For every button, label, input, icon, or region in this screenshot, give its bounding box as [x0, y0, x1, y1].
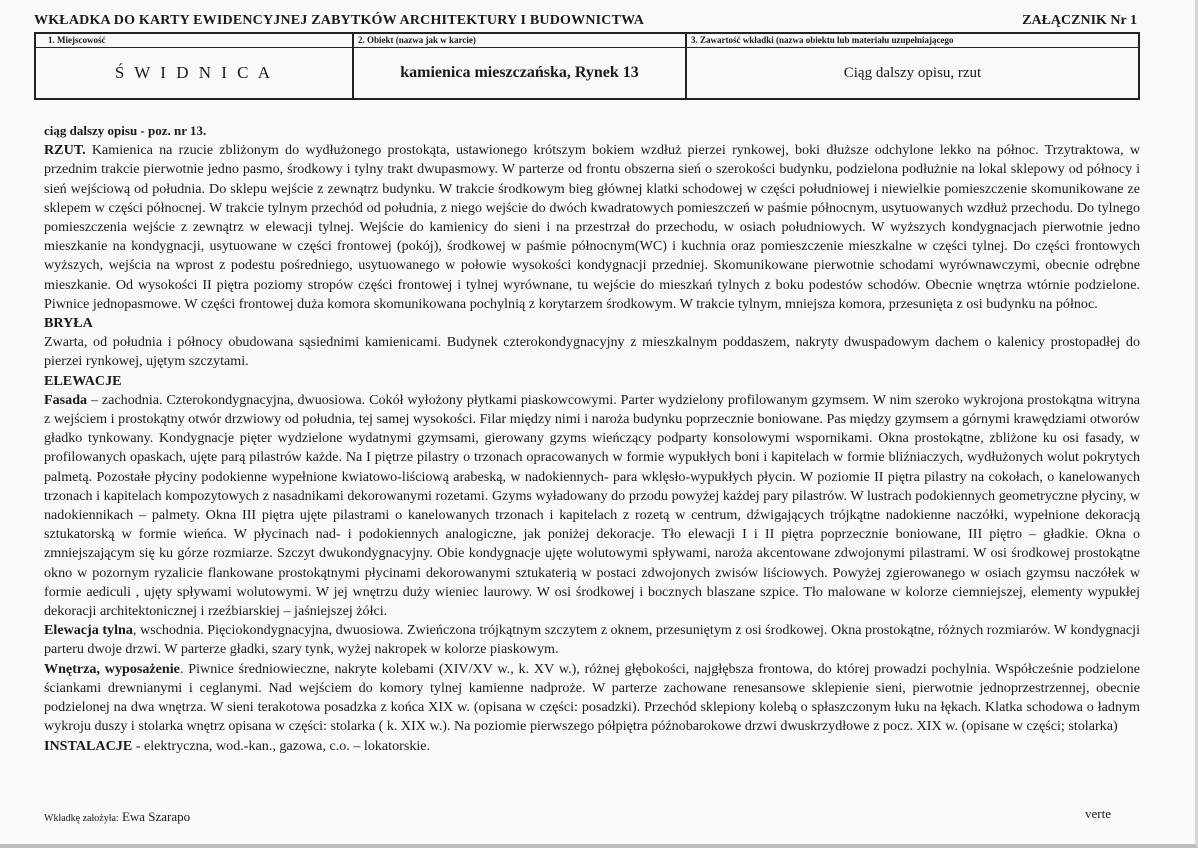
verte-note: verte [1085, 806, 1111, 821]
object-value: kamienica mieszczańska, Rynek 13 [400, 64, 639, 81]
instalacje-heading: INSTALACJE [44, 737, 133, 754]
description-body [44, 121, 1140, 756]
bryla-heading: BRYŁA [44, 315, 93, 332]
content-value: Ciąg dalszy opisu, rzut [843, 64, 982, 81]
fasada-label: Fasada [44, 391, 88, 408]
wnetrza-label: Wnętrza, wyposażenie [44, 660, 180, 677]
author-line [44, 809, 190, 825]
content-cell [687, 34, 1138, 98]
author-name: Ewa Szarapo [121, 809, 191, 824]
instalacje-text: - elektryczna, wod.-kan., gazowa, c.o. – lokatorskie. [132, 737, 431, 754]
section-wnetrza [44, 660, 1140, 737]
wnetrza-text: . Piwnice średniowieczne, nakryte kolebami (XIV/XV w., k. XV w.), różnej głębokości, najgłębsza frontowa, do której prowadzi pochylnia. Współcześnie podzielone ściankami drewnianymi i ceglanymi. Nad wejściem do komory tylnej kamienne nadproże. W parterze zachowane renesansowe sklepienie sieni, pierwotnie jednoprzestrzennej, obecnie podzielonej na dwa wnętrza. W sieni terakotowa posadzka z końca XIX w. (opisana w części: posadzki). Przechód sklepiony kolebą o spłaszczonym łuku na łękach. Klatka schodowa o ładnym wykroju duszy i stolarka wnętrz opisana w części: stolarka ( k. XIX w.). Na poziomie pierwszego półpiętra późnobarokowe drzwi dwuskrzydłowe z pocz. XIX w. (opisane w części; stolarka) [44, 660, 1141, 735]
section-instalacje [44, 737, 1140, 756]
rzut-text: Kamienica na rzucie zbliżonym do wydłużonego prostokąta, ustawionego krótszym bokiem wzdłuż pierzei rynkowej, boki dłuższe odchylone lekko na północ. Trzytraktowa, w przednim trakcie pierwotnie jedno pasmo, środkowy i tylny trakt dwupasmowy. W parterze od frontu obszerna sień o szerokości budynku, podzielona podłużnie na lokal sklepowy od północy i sień wejściową od południa. Do sklepu wejście z zewnątrz budynku. W trakcie środkowym bieg głównej klatki schodowej w części południowej i niewielkie pomieszczenie skomunikowane ze sklepem w części północnej. W trakcie tylnym przechód od południa, z niego wejście do dwóch kwadratowych pomieszczeń w paśmie północnym, usytuowanych wzdłuż przechodu. Do tylnego pomieszczenia wejście z zewnątrz w elewacji tylnej. Wejście do kamienicy do sieni i na przestrzał do przechodu, w osiach południowych. W wyższych kondygnacjach pierwotnie jedno mieszkanie na kondygnacji, usytuowane w części frontowej (pokój), środkowej w paśmie północnym(WC) i kuchnia oraz pomieszczenie mieszkalne w części tylnej. Do części frontowych wyższych, wejścia na wprost z podestu pośredniego, usytuowanego w połowie wysokości kondygnacji przedniej. Skomunikowane pierwotnie schodami wyrównawczymi, obecnie odrębne mieszkanie. Od wysokości II piętra poziomy stropów części frontowej i tylnej wyrównane, tu wejście do mieszkań tylnych z boku podestów schodów. Obecnie wnętrza wtórnie podzielone. Piwnice jednopasmowe. W części frontowej duża komora skomunikowana pochylnią z korytarzem środkowym. W trakcie tylnym, mniejsza komora, przesunięta z osi budynku na północ. [44, 142, 1140, 312]
header-table [34, 32, 1140, 100]
continued-note: ciąg dalszy opisu - poz. nr 13. [44, 123, 207, 138]
section-rzut [44, 141, 1140, 314]
elewacja-tylna-text: , wschodnia. Pięciokondygnacyjna, dwuosiowa. Zwieńczona trójkątnym szczytem z oknem, przesuniętym z osi środkowej. Okna prostokątne, różnych rozmiarów. W kondygnacji parteru dwoje drzwi. W parterze gładki, szary tynk, wyżej nakropek w kolorze piaskowym. [44, 622, 1140, 658]
object-cell [354, 34, 687, 98]
bryla-text: Zwarta, od południa i północy obudowana sąsiednimi kamienicami. Budynek czterokondygnacyjny z mieszkalnym poddaszem, nakryty dwuspadowym dachem o kalenicy prostopadłej do pierzei rynkowej, ujętym szczytami. [44, 334, 1140, 370]
locality-label: 1. Miejscowość [36, 34, 352, 48]
annex-number: ZAŁĄCZNIK Nr 1 [1022, 13, 1137, 28]
content-label: 3. Zawartość wkładki (nazwa obiektu lub materiału uzupełniającego [687, 34, 1138, 48]
rzut-heading: RZUT. [44, 142, 86, 159]
elewacje-heading: ELEWACJE [44, 372, 122, 389]
form-title: WKŁADKA DO KARTY EWIDENCYJNEJ ZABYTKÓW ARCHITEKTURY I BUDOWNICTWA [34, 13, 645, 28]
locality-cell [36, 34, 354, 98]
fasada-text: – zachodnia. Czterokondygnacyjna, dwuosiowa. Cokół wyłożony płytkami piaskowcowymi. Parter wydzielony profilowanym gzymsem. W nim szeroko wykrojona prostokątna witryna z wejściem i prostokątny otwór drzwiowy od południa, tej samej wysokości. Filar między nimi i naroża budynku poprzecznie boniowane. Pas między gzymsem a górnymi krawędziami otworów gładko tynkowany. Kondygnacje pięter wydzielone wydatnymi gzymsami, gierowany gzyms wieńczący podparty konsolowymi wspornikami. Okna prostokątne, zbliżone ku osi fasady, w profilowanych opaskach, ujęte parą pilastrów każde. Na I piętrze pilastry o trzonach opracowanych w formie wypukłych boni i kapitelach w formie bliźniaczych, wydłużonych wolut pokrytych palmetą. Pozostałe płyciny podokienne wypełnione kwiatowo-liściową arabeską, w nadokiennych- para wklęsło-wypukłych płycin. W poziomie II piętra pilastry na cokołach, o kanelowanych trzonach i kapitelach kompozytowych z nasadnikami dekorowanymi rozetami. Gzyms wyładowany do przodu powyżej każdej pary pilastrów. W lustrach podokiennych geometryczne płyciny, w nadokiennikach – palmety. Okna III piętra ujęte pilastrami o kanelowanych trzonach i kapitelach z rozetą w centrum, dźwigających trójkątne nadokienne naczółki, wypełnione dekoracją sztukatorską w formie wieńca. W płycinach nad- i podokiennych analogiczne, jak poniżej dekoracje. Tło elewacji I i II piętra poprzecznie boniowane, III piętro – gładkie. Okna o zmniejszającym się ku górze rozmiarze. Szczyt dwukondygnacyjny. Obie kondygnacje ujęte wolutowymi spływami, naroża akcentowane zdwojonymi pilastrami. W osi środkowej prostokątne okno w pozornym ryzalicie flankowane prostokątnymi płycinami dekorowanymi sztukaterią w postaci zdwojonych zwisów liściowych. Powyżej zgierowanego w osiach gzymsu naczółek w formie aediculi , ujęty spływami wolutowymi. W jej wnętrzu duży wieniec laurowy. W osi środkowej i bocznych blaszane szpice. Tło malowane w kolorze ciemniejszej, elementy wypukłej dekoracji architektonicznej i rzeźbiarskiej – jaśniejszej żółci. [44, 391, 1140, 620]
elewacja-tylna-label: Elewacja tylna [44, 622, 133, 639]
section-elewacja-tylna [44, 621, 1140, 659]
object-label: 2. Obiekt (nazwa jak w karcie) [354, 34, 685, 48]
author-label: Wkładkę założyła: [44, 813, 119, 824]
locality-value: Ś W I D N I C A [114, 63, 274, 82]
section-fasada [44, 391, 1140, 621]
